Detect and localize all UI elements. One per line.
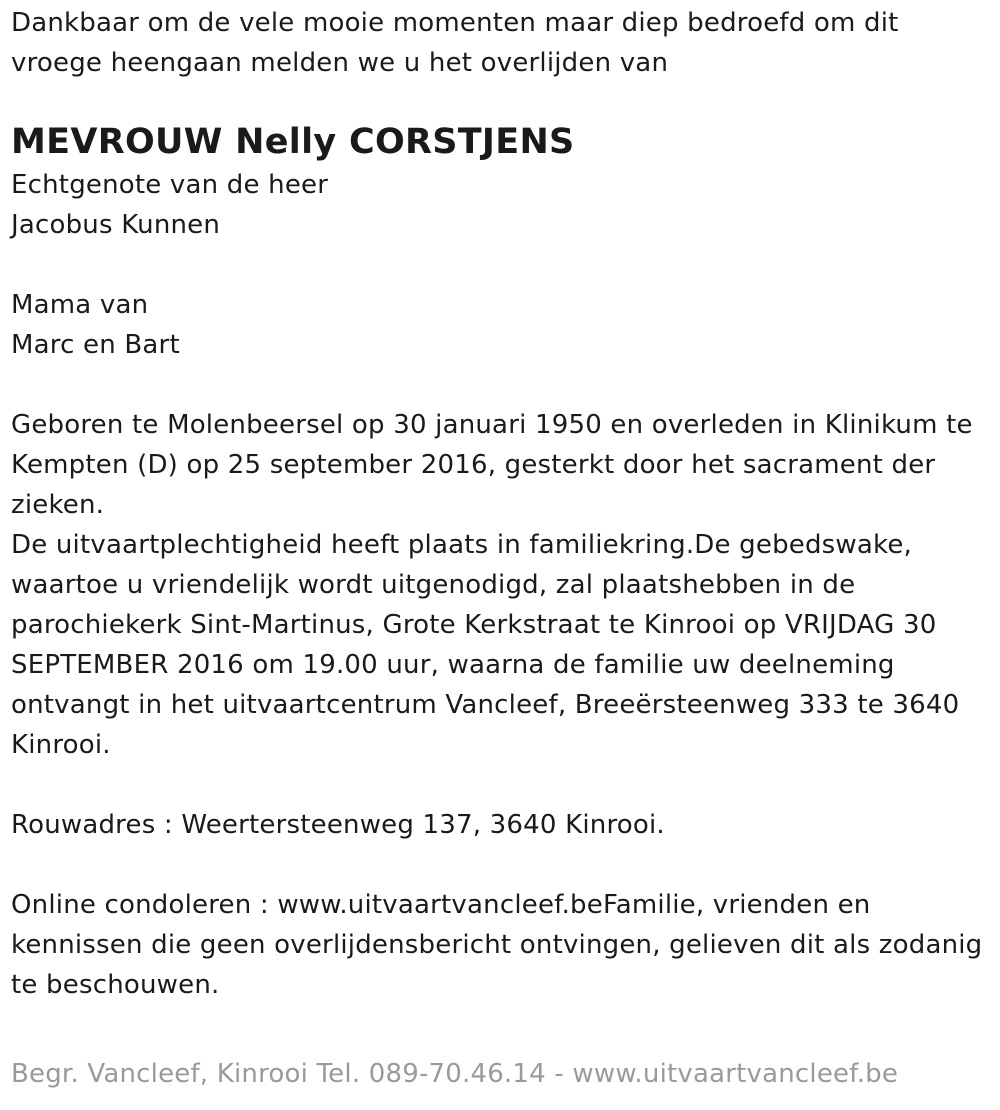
intro-line: Dankbaar om de vele mooie momenten maar diep bedroefd om dit [11,8,899,38]
details-line: parochiekerk Sint-Martinus, Grote Kerkstraat te Kinrooi op VRIJDAG 30 [11,610,937,640]
details-line: Kinrooi. [11,730,111,760]
spacer [11,245,991,285]
mourning-address [11,805,991,845]
children-line: Mama van [11,290,149,320]
details-line: De uitvaartplechtigheid heeft plaats in familiekring.De gebedswake, [11,530,913,560]
details-line: SEPTEMBER 2016 om 19.00 uur, waarna de familie uw deelneming [11,650,895,680]
details-line: zieken. [11,490,105,520]
spouse-line: Jacobus Kunnen [11,210,221,240]
funeral-home-footer: Begr. Vancleef, Kinrooi Tel. 089-70.46.14 - www.uitvaartvancleef.be [11,1059,899,1089]
spouse-block [11,165,991,245]
spacer [11,765,991,805]
address-line: Rouwadres : Weertersteenweg 137, 3640 Kinrooi. [11,810,665,840]
details-line: Geboren te Molenbeersel op 30 januari 1950 en overleden in Klinikum te [11,410,973,440]
children-block [11,285,991,365]
details-line: Kempten (D) op 25 september 2016, gesterkt door het sacrament der [11,450,936,480]
spacer [11,365,991,405]
obituary-notice [11,3,991,1005]
details-line: ontvangt in het uitvaartcentrum Vancleef, Breeërsteenweg 333 te 3640 [11,690,960,720]
details-paragraph [11,405,991,765]
intro-paragraph [11,3,991,83]
online-line: kennissen die geen overlijdensbericht ontvingen, gelieven dit als zodanig [11,930,983,960]
intro-line: vroege heengaan melden we u het overlijden van [11,48,669,78]
deceased-name: MEVROUW Nelly CORSTJENS [11,122,575,162]
spacer [11,845,991,885]
details-line: waartoe u vriendelijk wordt uitgenodigd, zal plaatshebben in de [11,570,856,600]
online-line: Online condoleren : www.uitvaartvancleef.beFamilie, vrienden en [11,890,871,920]
online-condolence-paragraph [11,885,991,1005]
spouse-line: Echtgenote van de heer [11,170,329,200]
online-line: te beschouwen. [11,970,220,1000]
children-line: Marc en Bart [11,330,180,360]
